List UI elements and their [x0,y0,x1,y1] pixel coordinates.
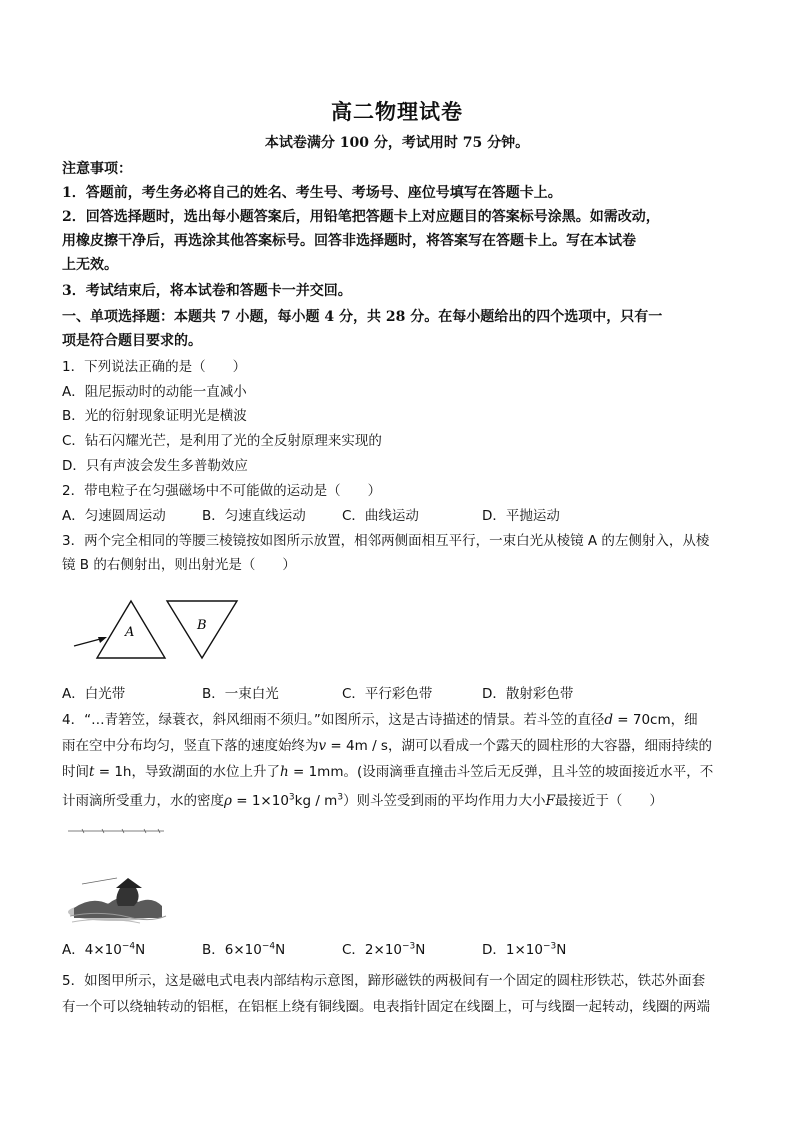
q2-option-b: B．匀速直线运动 [202,508,306,524]
q4-line-4: 计雨滴所受重力，水的密度$\rho = 1\times 10^3kg / m^3$）则斗笠受到雨的平均作用力大小F最接近于（ ） [62,792,663,809]
exam-subtitle: 本试卷满分 100 分，考试用时 75 分钟。 [264,135,530,151]
q1-option-c: C．钻石闪耀光芒，是利用了光的全反射原理来实现的 [62,433,382,449]
q5-line-1: 5．如图甲所示，这是磁电式电表内部结构示意图，蹄形磁铁的两极间有一个固定的圆柱形铁芯，铁芯外面套 [62,973,706,989]
page-title: 高二物理试卷 [331,99,463,124]
q3-option-d: D．散射彩色带 [482,686,574,702]
q3-option-b: B．一束白光 [202,686,279,702]
prism-diagram [60,593,250,668]
q4-line-1: 4．“…青箬笠，绿蓑衣，斜风细雨不须归。”如图所示，这是古诗描述的情景。若斗笠的直径d = 70cm，细 [62,712,698,728]
q3-stem-line-1: 3．两个完全相同的等腰三棱镜按如图所示放置，相邻两侧面相互平行，一束白光从棱镜 A 的左侧射入，从棱 [62,533,710,549]
q4-option-a: A．$4\times 10^{-4}N$ [62,941,146,958]
q4-option-c: C．$2\times 10^{-3}N$ [342,941,426,958]
q4-line-3: 时间t = 1h，导致湖面的水位上升了h = 1mm。(设雨滴垂直撞击斗笠后无反弹，且斗笠的坡面接近水平，不 [62,764,714,780]
q1-stem: 1．下列说法正确的是（ ） [62,359,247,375]
notice-item-2-line-3: 上无效。 [62,257,118,273]
q4-option-d: D．$1\times 10^{-3}N$ [482,941,567,958]
q3-option-a: A．白光带 [62,686,126,702]
notice-item-3: 3．考试结束后，将本试卷和答题卡一并交回。 [62,283,352,299]
prism-a-label: A [125,625,135,640]
q2-stem: 2．带电粒子在匀强磁场中不可能做的运动是（ ） [62,483,382,499]
section-1-heading-line-1: 一、单项选择题：本题共 7 小题，每小题 4 分，共 28 分。在每小题给出的四个选项中，只有一 [62,309,663,325]
q2-option-d: D．平抛运动 [482,508,560,524]
prism-b-label: B [197,618,207,633]
q5-line-2: 有一个可以绕轴转动的铝框，在铝框上绕有铜线圈。电表指针固定在线圈上，可与线圈一起转动，线圈的两端 [62,999,710,1015]
q1-option-b: B．光的衍射现象证明光是横波 [62,408,247,424]
q1-option-d: D．只有声波会发生多普勒效应 [62,458,248,474]
fisherman-painting-image [62,826,172,926]
q3-stem-line-2: 镜 B 的右侧射出，则出射光是（ ） [62,557,296,573]
notice-item-2-line-1: 2．回答选择题时，选出每小题答案后，用铅笔把答题卡上对应题目的答案标号涂黑。如需改动， [62,209,660,225]
notice-item-2-line-2: 用橡皮擦干净后，再选涂其他答案标号。回答非选择题时，将答案写在答题卡上。写在本试卷 [62,233,636,249]
notice-heading: 注意事项： [62,161,132,177]
notice-item-1: 1．答题前，考生务必将自己的姓名、考生号、考场号、座位号填写在答题卡上。 [62,185,562,201]
q2-option-a: A．匀速圆周运动 [62,508,166,524]
q3-option-c: C．平行彩色带 [342,686,433,702]
q4-option-b: B．$6\times 10^{-4}N$ [202,941,286,958]
q1-option-a: A．阻尼振动时的动能一直减小 [62,384,247,400]
section-1-heading-line-2: 项是符合题目要求的。 [62,333,202,349]
q4-line-2: 雨在空中分布均匀，竖直下落的速度始终为v = 4m / s，湖可以看成一个露天的圆柱形的大容器，细雨持续的 [62,738,712,754]
ray-arrowhead [98,637,107,643]
q2-option-c: C．曲线运动 [342,508,419,524]
